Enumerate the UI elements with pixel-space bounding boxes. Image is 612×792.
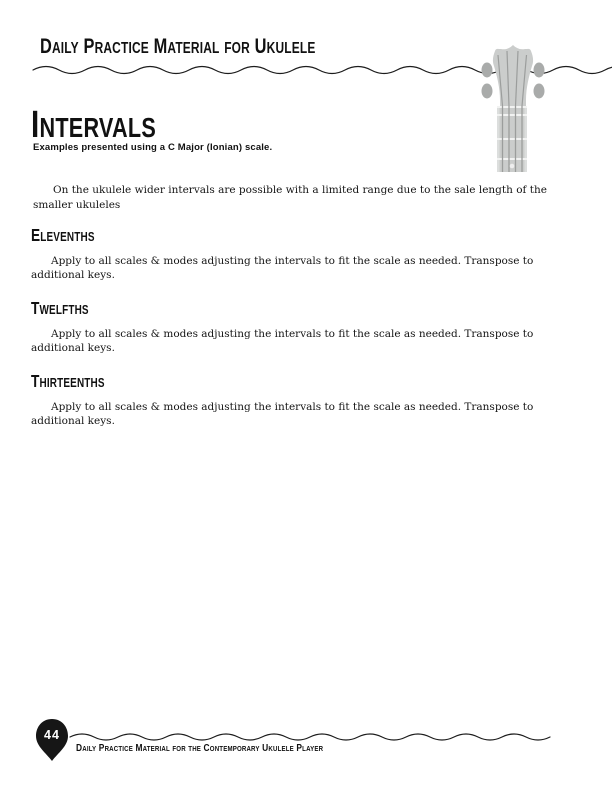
section-heading-text: ELEVENTHS (31, 225, 95, 245)
headstock-shape (493, 45, 533, 106)
section-heading-text: THIRTEENTHS (31, 371, 105, 391)
section-heading-text: TWELFTHS (31, 298, 89, 318)
footer-book-title (76, 742, 385, 755)
intro-paragraph: On the ukulele wider intervals are possible with a limited range due to the sale length of the smaller ukuleles (33, 184, 547, 211)
tuning-peg-icon (534, 63, 545, 78)
tuning-peg-icon (482, 63, 493, 78)
section-body: Apply to all scales & modes adjusting the intervals to fit the scale as needed. Transpose to additional keys. (31, 400, 534, 427)
page-subtitle: Examples presented using a C Major (Ionian) scale. (33, 142, 273, 153)
section-heading (31, 373, 577, 391)
page-number-badge (35, 718, 69, 762)
book-title-text: DAILY PRACTICE MATERIAL FOR UKULELE (40, 35, 316, 58)
section-body: Apply to all scales & modes adjusting the intervals to fit the scale as needed. Transpose to additional keys. (31, 327, 534, 354)
page-title (31, 106, 191, 144)
page-title-text: INTERVALS (31, 104, 156, 146)
section-heading (31, 300, 577, 318)
fret-marker-dot (510, 164, 515, 169)
section-heading (31, 227, 577, 245)
book-title (40, 36, 393, 57)
section-thirteenths (31, 373, 577, 429)
section-twelfths (31, 300, 577, 356)
footer-wave-path (70, 734, 550, 740)
tuning-peg-icon (534, 84, 545, 99)
page-number: 44 (44, 728, 60, 742)
section-body: Apply to all scales & modes adjusting the intervals to fit the scale as needed. Transpose to additional keys. (31, 254, 534, 281)
ukulele-headstock-graphic (478, 44, 548, 172)
section-elevenths (31, 227, 577, 283)
footer-book-title-text: DAILY PRACTICE MATERIAL FOR THE CONTEMPORARY UKULELE PLAYER (76, 742, 324, 754)
tuning-peg-icon (482, 84, 493, 99)
